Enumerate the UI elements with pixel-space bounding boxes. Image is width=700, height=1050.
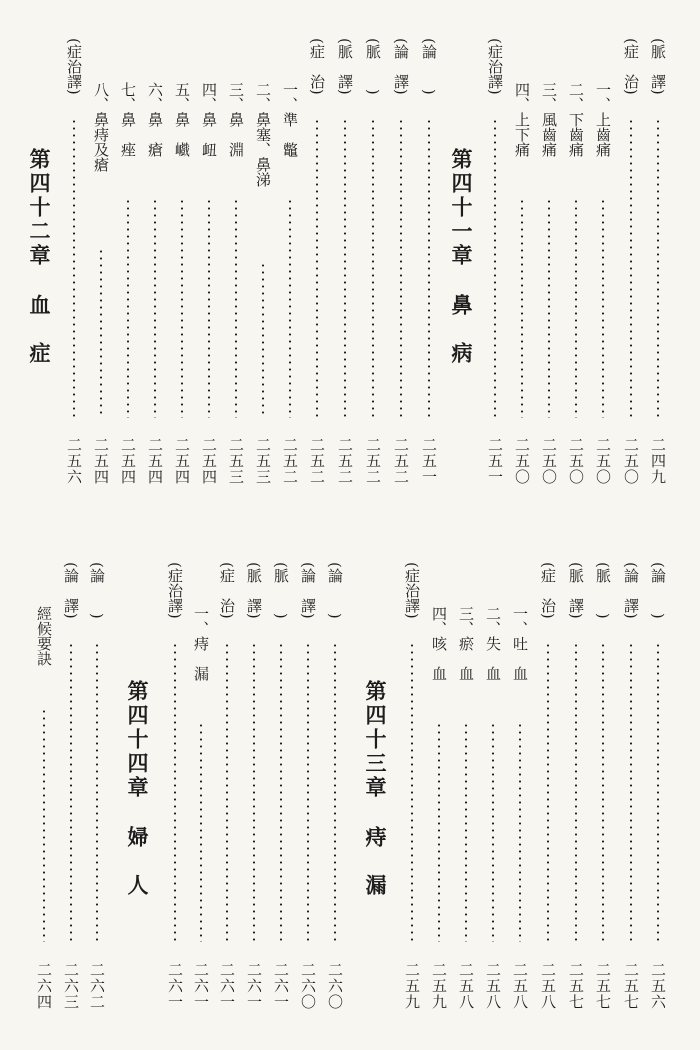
leader-dots [575,198,577,418]
toc-entry[interactable]: (症 治) [218,562,236,619]
chapter-heading [362,680,388,898]
chapter-title: 鼻 病 [449,294,474,366]
leader-dots [253,642,255,942]
toc-entry[interactable]: 八、鼻痔及瘡 [92,82,110,172]
toc-entry[interactable]: (症 治) [539,562,557,619]
toc-entry[interactable]: 二、失 血 [484,606,502,681]
page-number: 二六一 [218,962,236,1010]
page-number: 二六〇 [299,962,317,1010]
page-number: 二五七 [594,962,612,1010]
leader-dots [372,118,374,418]
page-number: 二五三 [227,437,245,485]
toc-entry[interactable]: 一、痔 漏 [192,606,210,681]
page-number: 二五〇 [540,437,558,485]
page-number: 二五四 [92,437,110,485]
page-number: 二五四 [173,437,191,485]
toc-entry[interactable]: 二、下齒痛 [567,82,585,157]
chapter-title: 婦 人 [125,826,150,898]
page-number: 二五八 [457,962,475,1010]
leader-dots [602,642,604,942]
page-number: 二五九 [430,962,448,1010]
leader-dots [43,708,45,942]
page-number: 二六一 [272,962,290,1010]
leader-dots [226,642,228,942]
leader-dots [154,198,156,418]
page-number: 二五四 [119,437,137,485]
toc-entry[interactable]: (論 ) [649,562,667,619]
toc-entry[interactable]: 七、鼻 痤 [119,82,137,157]
leader-dots [465,722,467,942]
leader-dots [519,722,521,942]
toc-entry[interactable]: 四、鼻 衄 [200,82,218,157]
page-number: 二六一 [192,962,210,1010]
leader-dots [575,642,577,942]
chapter-number: 第四十二章 [27,148,52,268]
chapter-heading [448,148,474,366]
toc-entry[interactable]: (脈 ) [594,562,612,619]
page-number: 二六三 [62,962,80,1010]
leader-dots [96,642,98,942]
toc-entry[interactable]: (脈 ) [272,562,290,619]
leader-dots [262,262,264,418]
page-number: 二五〇 [567,437,585,485]
page-number: 二五二 [336,437,354,485]
page-number: 二五一 [486,437,504,485]
page-number: 二五九 [403,962,421,1010]
page-number: 二五八 [539,962,557,1010]
toc-entry[interactable]: 一、上齒痛 [594,82,612,157]
leader-dots [181,198,183,418]
toc-entry[interactable]: (論 譯) [392,38,410,95]
leader-dots [200,722,202,942]
page-number: 二四九 [649,437,667,485]
leader-dots [235,198,237,418]
page-number: 二五七 [567,962,585,1010]
leader-dots [100,248,102,418]
page-number: 二五八 [511,962,529,1010]
toc-entry[interactable]: (症 治) [308,38,326,95]
toc-entry[interactable]: (脈 譯) [649,38,667,95]
page-number: 二五〇 [622,437,640,485]
leader-dots [521,198,523,418]
leader-dots [428,118,430,418]
toc-entry[interactable]: (脈 譯) [567,562,585,619]
leader-dots [73,118,75,418]
chapter-heading [26,148,52,366]
leader-dots [334,642,336,942]
toc-entry[interactable]: 二、鼻塞、鼻涕 [254,82,272,187]
toc-entry[interactable]: (脈 ) [364,38,382,95]
toc-entry[interactable]: (論 ) [420,38,438,95]
page-number: 二五〇 [594,437,612,485]
leader-dots [547,642,549,942]
chapter-title: 血 症 [27,294,52,366]
leader-dots [602,198,604,418]
leader-dots [174,642,176,942]
leader-dots [630,118,632,418]
page-number: 二五二 [392,437,410,485]
toc-entry[interactable]: 三、瘀 血 [457,606,475,681]
leader-dots [494,118,496,418]
leader-dots [316,118,318,418]
toc-entry[interactable]: 四、咳 血 [430,606,448,681]
toc-entry[interactable]: 六、鼻 瘡 [146,82,164,157]
page-number: 二五三 [254,437,272,485]
toc-entry[interactable]: (症治譯) [65,38,83,95]
leader-dots [280,642,282,942]
leader-dots [630,642,632,942]
leader-dots [307,642,309,942]
page-number: 二五一 [420,437,438,485]
leader-dots [70,642,72,942]
leader-dots [657,118,659,418]
page-number: 二五八 [484,962,502,1010]
page-number: 二五〇 [513,437,531,485]
leader-dots [657,642,659,942]
toc-entry[interactable]: (症治譯) [166,562,184,619]
leader-dots [438,722,440,942]
toc-entry[interactable]: (論 譯) [62,562,80,619]
toc-entry[interactable]: (脈 譯) [245,562,263,619]
toc-entry[interactable]: (症治譯) [403,562,421,619]
toc-entry[interactable]: 一、準 鼈 [281,82,299,157]
leader-dots [400,118,402,418]
page-number: 二五二 [281,437,299,485]
page-number: 二五四 [200,437,218,485]
toc-entry[interactable]: (脈 譯) [336,38,354,95]
page-number: 二六〇 [326,962,344,1010]
toc-entry[interactable]: 三、風齒痛 [540,82,558,157]
leader-dots [344,118,346,418]
leader-dots [411,642,413,942]
page-number: 二五四 [146,437,164,485]
leader-dots [208,198,210,418]
chapter-number: 第四十一章 [449,148,474,268]
page-number: 二六四 [35,962,53,1010]
toc-entry[interactable]: 五、鼻 巇 [173,82,191,157]
toc-entry[interactable]: 三、鼻 淵 [227,82,245,157]
page-number: 二五二 [308,437,326,485]
page-number: 二六一 [245,962,263,1010]
toc-entry[interactable]: 一、吐 血 [511,606,529,681]
leader-dots [492,722,494,942]
toc-entry[interactable]: (論 譯) [622,562,640,619]
toc-entry[interactable]: (論 ) [88,562,106,619]
toc-entry[interactable]: 四、上下痛 [513,82,531,157]
chapter-title: 痔 漏 [363,826,388,898]
toc-entry[interactable]: (症 治) [622,38,640,95]
toc-entry[interactable]: (論 譯) [299,562,317,619]
chapter-number: 第四十四章 [125,680,150,800]
leader-dots [289,198,291,418]
page-number: 二五二 [364,437,382,485]
page-number: 二五七 [622,962,640,1010]
page-number: 二六一 [166,962,184,1010]
toc-entry[interactable]: (症治譯) [486,38,504,95]
page-number: 二五六 [649,962,667,1010]
page-number: 二五六 [65,437,83,485]
chapter-number: 第四十三章 [363,680,388,800]
leader-dots [548,198,550,418]
toc-entry[interactable]: (論 ) [326,562,344,619]
chapter-heading [124,680,150,898]
toc-entry[interactable]: 經候要訣 [35,606,53,666]
page-number: 二六二 [88,962,106,1010]
leader-dots [127,198,129,418]
